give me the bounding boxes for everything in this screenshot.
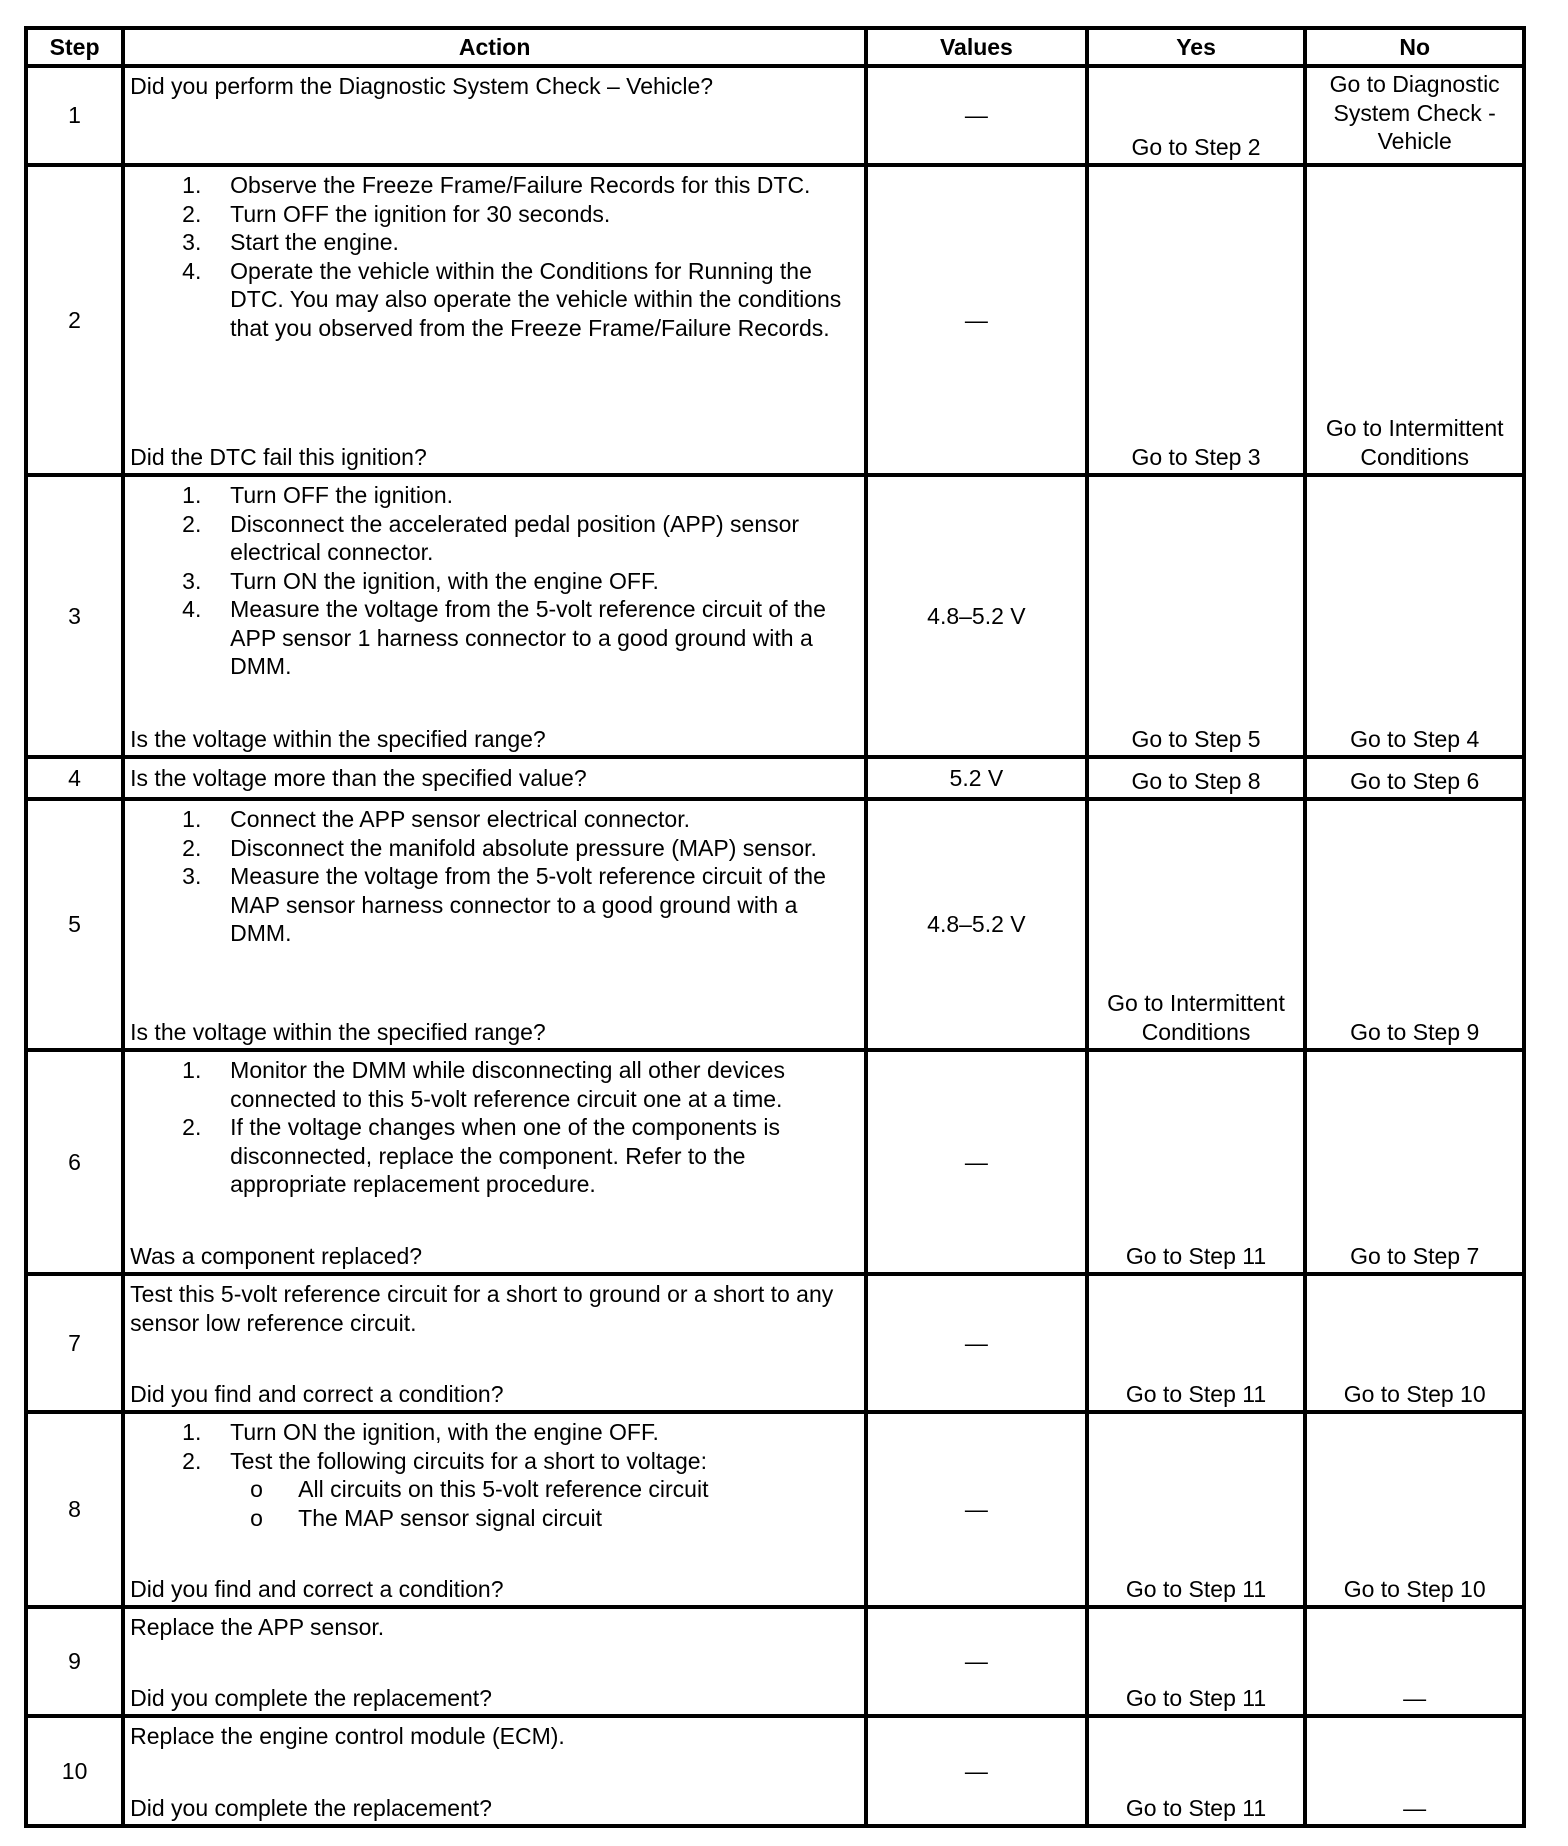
item-text: Monitor the DMM while disconnecting all other devices connected to this 5-volt reference circuit one at a time.	[230, 1057, 785, 1112]
item-text: Start the engine.	[230, 229, 399, 255]
item-number-cell	[130, 567, 230, 596]
action-list-item	[130, 1418, 859, 1447]
action-list-item	[130, 1113, 859, 1199]
header-action: Action	[123, 28, 866, 66]
action-list	[130, 1056, 859, 1199]
yes-cell: Go to Step 5	[1087, 475, 1306, 757]
item-number: 4.	[182, 596, 202, 622]
item-number: 3.	[182, 567, 202, 594]
item-number-cell	[130, 595, 230, 681]
action-cell	[123, 1412, 866, 1607]
values-cell: —	[866, 66, 1087, 165]
action-cell	[123, 165, 866, 475]
action-lead: Test this 5-volt reference circuit for a short to ground or a short to any sensor low reference circuit.	[130, 1281, 834, 1336]
table-row	[26, 1050, 1524, 1274]
table-row	[26, 799, 1524, 1050]
action-content	[130, 171, 859, 471]
item-text: Turn ON the ignition, with the engine OFF.	[230, 567, 659, 594]
values-cell: —	[866, 165, 1087, 475]
item-text: Measure the voltage from the 5-volt reference circuit of the MAP sensor harness connector to a good ground with a DMM.	[230, 863, 826, 946]
action-steps	[130, 1056, 859, 1199]
item-number: 4.	[182, 257, 202, 284]
yes-cell: Go to Step 2	[1087, 66, 1306, 165]
table-row	[26, 165, 1524, 475]
header-no: No	[1305, 28, 1524, 66]
action-content	[130, 72, 859, 161]
no-cell: Go to Step 10	[1305, 1412, 1524, 1607]
header-yes: Yes	[1087, 28, 1306, 66]
action-cell	[123, 799, 866, 1050]
header-row	[26, 28, 1524, 66]
item-text: Turn OFF the ignition for 30 seconds.	[230, 200, 611, 227]
item-number: 1.	[182, 806, 202, 832]
values-cell: 4.8–5.2 V	[866, 799, 1087, 1050]
action-content	[130, 805, 859, 1046]
bullet: o	[250, 1504, 263, 1531]
sub-item-text: The MAP sensor signal circuit	[298, 1504, 602, 1531]
action-list-item	[130, 481, 859, 510]
table-row	[26, 66, 1524, 165]
item-number-cell	[130, 257, 230, 343]
action-question: Did the DTC fail this ignition?	[130, 443, 427, 470]
yes-cell: Go to Intermittent Conditions	[1087, 799, 1306, 1050]
step-number: 7	[26, 1274, 123, 1412]
action-content	[130, 481, 859, 753]
no-cell: Go to Step 10	[1305, 1274, 1524, 1412]
action-cell	[123, 1050, 866, 1274]
action-cell	[123, 475, 866, 757]
item-number-cell	[130, 200, 230, 229]
step-number: 1	[26, 66, 123, 165]
item-number: 1.	[182, 1419, 202, 1445]
values-cell: 5.2 V	[866, 757, 1087, 799]
action-steps	[130, 1280, 859, 1337]
item-number: 1.	[182, 482, 202, 508]
action-list-item	[130, 805, 859, 834]
action-cell	[123, 1274, 866, 1412]
action-cell	[123, 757, 866, 799]
action-steps	[130, 1613, 859, 1642]
item-number-cell	[130, 1418, 230, 1447]
action-question: Did you perform the Diagnostic System Check – Vehicle?	[130, 73, 714, 99]
item-text: Turn OFF the ignition.	[230, 482, 454, 508]
action-list-item	[130, 171, 859, 200]
step-number: 9	[26, 1607, 123, 1716]
yes-cell: Go to Step 11	[1087, 1716, 1306, 1826]
action-lead: Replace the APP sensor.	[130, 1614, 385, 1640]
yes-cell: Go to Step 11	[1087, 1274, 1306, 1412]
step-number: 8	[26, 1412, 123, 1607]
no-cell: Go to Step 6	[1305, 757, 1524, 799]
item-number-cell	[130, 862, 230, 948]
no-cell: —	[1305, 1716, 1524, 1826]
item-text: Turn ON the ignition, with the engine OFF.	[230, 1419, 659, 1445]
step-number: 4	[26, 757, 123, 799]
item-number-cell	[130, 805, 230, 834]
action-list	[130, 481, 859, 681]
no-cell: —	[1305, 1607, 1524, 1716]
table-row	[26, 1716, 1524, 1826]
action-question: Is the voltage more than the specified value?	[130, 764, 587, 791]
action-content	[130, 1613, 859, 1712]
table-row	[26, 475, 1524, 757]
no-cell: Go to Diagnostic System Check - Vehicle	[1305, 66, 1524, 165]
action-question: Did you complete the replacement?	[130, 1794, 492, 1821]
item-number-cell	[130, 834, 230, 863]
values-cell: —	[866, 1050, 1087, 1274]
item-text: Measure the voltage from the 5-volt reference circuit of the APP sensor 1 harness connector to a good ground with a DMM.	[230, 596, 826, 679]
action-list	[130, 171, 859, 342]
action-content	[130, 764, 859, 793]
action-steps	[130, 171, 859, 342]
action-list-item	[130, 567, 859, 596]
item-text: Disconnect the accelerated pedal position (APP) sensor electrical connector.	[230, 510, 800, 565]
item-number: 2.	[182, 834, 202, 861]
action-steps	[130, 1722, 859, 1751]
step-number: 2	[26, 165, 123, 475]
item-number-cell	[130, 1113, 230, 1199]
values-cell: —	[866, 1274, 1087, 1412]
values-cell: 4.8–5.2 V	[866, 475, 1087, 757]
bullet: o	[250, 1476, 263, 1502]
action-question: Did you find and correct a condition?	[130, 1380, 504, 1407]
sub-list-item	[130, 1475, 859, 1504]
item-text: Disconnect the manifold absolute pressure (MAP) sensor.	[230, 834, 817, 861]
action-list-item	[130, 862, 859, 948]
action-steps	[130, 805, 859, 948]
yes-cell: Go to Step 11	[1087, 1050, 1306, 1274]
step-number: 6	[26, 1050, 123, 1274]
action-content	[130, 1056, 859, 1270]
item-text: Observe the Freeze Frame/Failure Records for this DTC.	[230, 172, 811, 198]
yes-cell: Go to Step 3	[1087, 165, 1306, 475]
step-number: 5	[26, 799, 123, 1050]
item-number: 3.	[182, 863, 202, 889]
action-cell	[123, 66, 866, 165]
no-cell: Go to Step 9	[1305, 799, 1524, 1050]
action-list-item	[130, 1447, 859, 1476]
action-steps	[130, 481, 859, 681]
table-row	[26, 1607, 1524, 1716]
action-steps	[130, 1418, 859, 1532]
action-question: Did you find and correct a condition?	[130, 1575, 504, 1602]
action-list-item	[130, 510, 859, 567]
action-list-item	[130, 257, 859, 343]
action-list-item	[130, 228, 859, 257]
item-number: 2.	[182, 510, 202, 537]
values-cell: —	[866, 1607, 1087, 1716]
table-row	[26, 1274, 1524, 1412]
item-number: 2.	[182, 1114, 202, 1140]
header-values: Values	[866, 28, 1087, 66]
action-list	[130, 1418, 859, 1475]
sub-item-text: All circuits on this 5-volt reference circuit	[298, 1476, 709, 1502]
action-cell	[123, 1716, 866, 1826]
item-text: Connect the APP sensor electrical connector.	[230, 806, 690, 832]
yes-cell: Go to Step 11	[1087, 1412, 1306, 1607]
item-number: 1.	[182, 1057, 202, 1083]
header-step: Step	[26, 28, 123, 66]
item-number: 2.	[182, 200, 202, 227]
action-content	[130, 1280, 859, 1408]
item-number: 2.	[182, 1447, 202, 1474]
item-number-cell	[130, 1447, 230, 1476]
action-content	[130, 1418, 859, 1603]
no-cell: Go to Intermittent Conditions	[1305, 165, 1524, 475]
step-number: 3	[26, 475, 123, 757]
action-lead: Replace the engine control module (ECM).	[130, 1723, 565, 1749]
action-list-item	[130, 1056, 859, 1113]
item-number-cell	[130, 228, 230, 257]
action-question: Did you complete the replacement?	[130, 1684, 492, 1711]
table-row	[26, 757, 1524, 799]
item-text: If the voltage changes when one of the components is disconnected, replace the component. Refer to the appropriate replacement procedure.	[230, 1114, 780, 1197]
item-number: 1.	[182, 172, 202, 198]
no-cell: Go to Step 7	[1305, 1050, 1524, 1274]
action-cell	[123, 1607, 866, 1716]
action-list-item	[130, 200, 859, 229]
item-text: Operate the vehicle within the Conditions for Running the DTC. You may also operate the vehicle within the conditions that you observed from the Freeze Frame/Failure Records.	[230, 257, 842, 341]
action-question: Is the voltage within the specified range?	[130, 1018, 546, 1045]
table-row	[26, 1412, 1524, 1607]
action-content	[130, 1722, 859, 1822]
action-question: Is the voltage within the specified range?	[130, 725, 546, 752]
values-cell: —	[866, 1716, 1087, 1826]
item-number-cell	[130, 510, 230, 567]
action-list	[130, 805, 859, 948]
action-list-item	[130, 834, 859, 863]
yes-cell: Go to Step 8	[1087, 757, 1306, 799]
values-cell: —	[866, 1412, 1087, 1607]
item-number-cell	[130, 1056, 230, 1113]
item-number-cell	[130, 171, 230, 200]
yes-cell: Go to Step 11	[1087, 1607, 1306, 1716]
item-number: 3.	[182, 229, 202, 255]
action-question: Was a component replaced?	[130, 1242, 423, 1269]
item-number-cell	[130, 481, 230, 510]
sub-list-item	[130, 1504, 859, 1533]
no-cell: Go to Step 4	[1305, 475, 1524, 757]
step-number: 10	[26, 1716, 123, 1826]
diagnostic-table	[24, 26, 1526, 1828]
item-text: Test the following circuits for a short to voltage:	[230, 1447, 707, 1474]
action-list-item	[130, 595, 859, 681]
